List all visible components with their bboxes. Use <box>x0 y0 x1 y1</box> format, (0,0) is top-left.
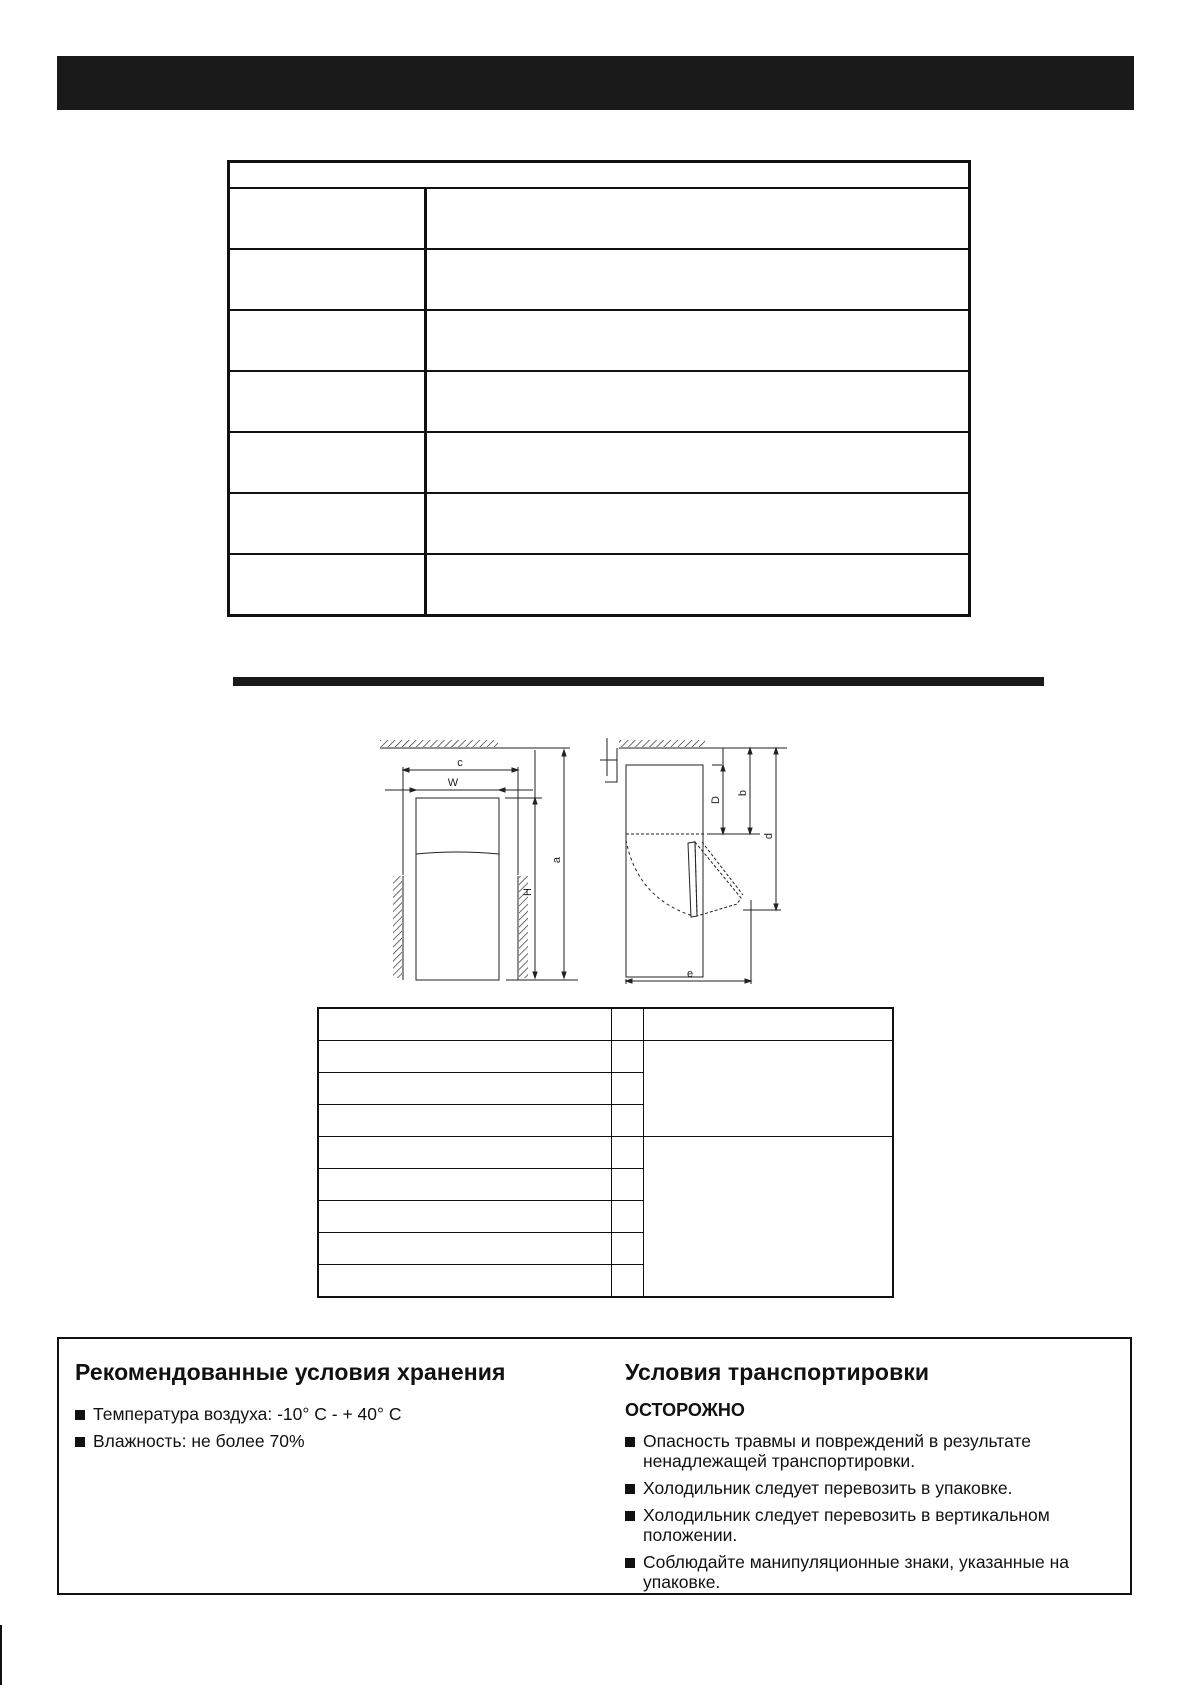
spec-value-cell <box>426 432 970 493</box>
table-row <box>318 1008 893 1041</box>
dim-value-cell <box>644 1041 894 1137</box>
dim-value-cell <box>644 1137 894 1298</box>
spec-value-cell <box>426 188 970 249</box>
spec-value-cell <box>426 493 970 554</box>
dim-name-cell <box>318 1041 612 1073</box>
dim-name-cell <box>318 1169 612 1201</box>
installation-diagram <box>355 730 800 980</box>
side-view <box>600 738 787 984</box>
table-row <box>229 493 970 554</box>
side-ceiling-hatch <box>619 740 705 747</box>
dim-value-cell <box>644 1008 894 1041</box>
dim-label-a: a <box>551 856 563 864</box>
dim-name-cell <box>318 1073 612 1105</box>
list-item: Температура воздуха: -10° C - + 40° C <box>75 1404 595 1424</box>
dim-label-d: d <box>763 832 775 840</box>
warning-label: ОСТОРОЖНО <box>625 1400 745 1420</box>
dim-name-cell <box>318 1008 612 1041</box>
dim-label-w: W <box>447 777 459 789</box>
dim-symbol-cell <box>612 1233 644 1265</box>
dim-symbol-cell <box>612 1105 644 1137</box>
table-row <box>229 554 970 616</box>
dim-symbol-cell <box>612 1265 644 1298</box>
fridge-side-body <box>626 765 703 977</box>
left-wall-hatch <box>393 876 402 978</box>
dim-label-e: e <box>686 968 694 980</box>
table-row <box>318 1041 893 1073</box>
list-item: Влажность: не более 70% <box>75 1431 595 1451</box>
spec-value-cell <box>426 249 970 310</box>
spec-label-cell <box>229 249 426 310</box>
list-item: Опасность травмы и повреждений в результате ненадлежащей транспортировки. <box>625 1431 1115 1471</box>
dim-symbol-cell <box>612 1073 644 1105</box>
table-row <box>318 1137 893 1169</box>
dim-symbol-cell <box>612 1201 644 1233</box>
header-bar <box>57 56 1134 110</box>
dim-symbol-cell <box>612 1041 644 1073</box>
dim-name-cell <box>318 1105 612 1137</box>
list-item: Холодильник следует перевозить в упаковке. <box>625 1478 1115 1498</box>
fridge-body <box>416 798 499 980</box>
dim-symbol-cell <box>612 1008 644 1041</box>
dim-label-c: c <box>457 757 463 769</box>
transport-list <box>625 1431 1115 1592</box>
ceiling-hatch <box>380 740 498 747</box>
dim-label-h: H <box>522 888 534 896</box>
list-item: Соблюдайте манипуляционные знаки, указанные на упаковке. <box>625 1552 1115 1592</box>
transport-title: Условия транспортировки <box>625 1359 930 1385</box>
spec-value-cell <box>426 554 970 616</box>
dim-name-cell <box>318 1201 612 1233</box>
dim-symbol-cell <box>612 1169 644 1201</box>
list-item: Холодильник следует перевозить в вертикальном положении. <box>625 1505 1115 1545</box>
spec-table-header-cell <box>229 162 970 189</box>
spec-label-cell <box>229 188 426 249</box>
section-divider <box>233 677 1044 686</box>
spec-label-cell <box>229 432 426 493</box>
storage-title: Рекомендованные условия хранения <box>75 1359 506 1385</box>
spec-label-cell <box>229 310 426 371</box>
dim-symbol-cell <box>612 1137 644 1169</box>
table-row <box>229 310 970 371</box>
dim-name-cell <box>318 1265 612 1298</box>
dim-label-d-upper: D <box>710 796 722 804</box>
spec-label-cell <box>229 371 426 432</box>
conditions-box <box>57 1337 1132 1595</box>
page-edge-mark <box>0 1625 2 1685</box>
spec-label-cell <box>229 554 426 616</box>
transport-section <box>625 1359 1115 1599</box>
storage-section <box>75 1359 595 1458</box>
spec-value-cell <box>426 310 970 371</box>
table-row <box>229 188 970 249</box>
spec-table-header-row <box>229 162 970 189</box>
dimensions-table <box>317 1007 894 1298</box>
spec-value-cell <box>426 371 970 432</box>
spec-label-cell <box>229 493 426 554</box>
dim-name-cell <box>318 1137 612 1169</box>
storage-list <box>75 1404 595 1451</box>
front-view <box>380 740 578 980</box>
table-row <box>229 432 970 493</box>
spec-table <box>227 160 971 617</box>
dim-name-cell <box>318 1233 612 1265</box>
table-row <box>229 371 970 432</box>
table-row <box>229 249 970 310</box>
dim-label-b: b <box>737 789 749 797</box>
